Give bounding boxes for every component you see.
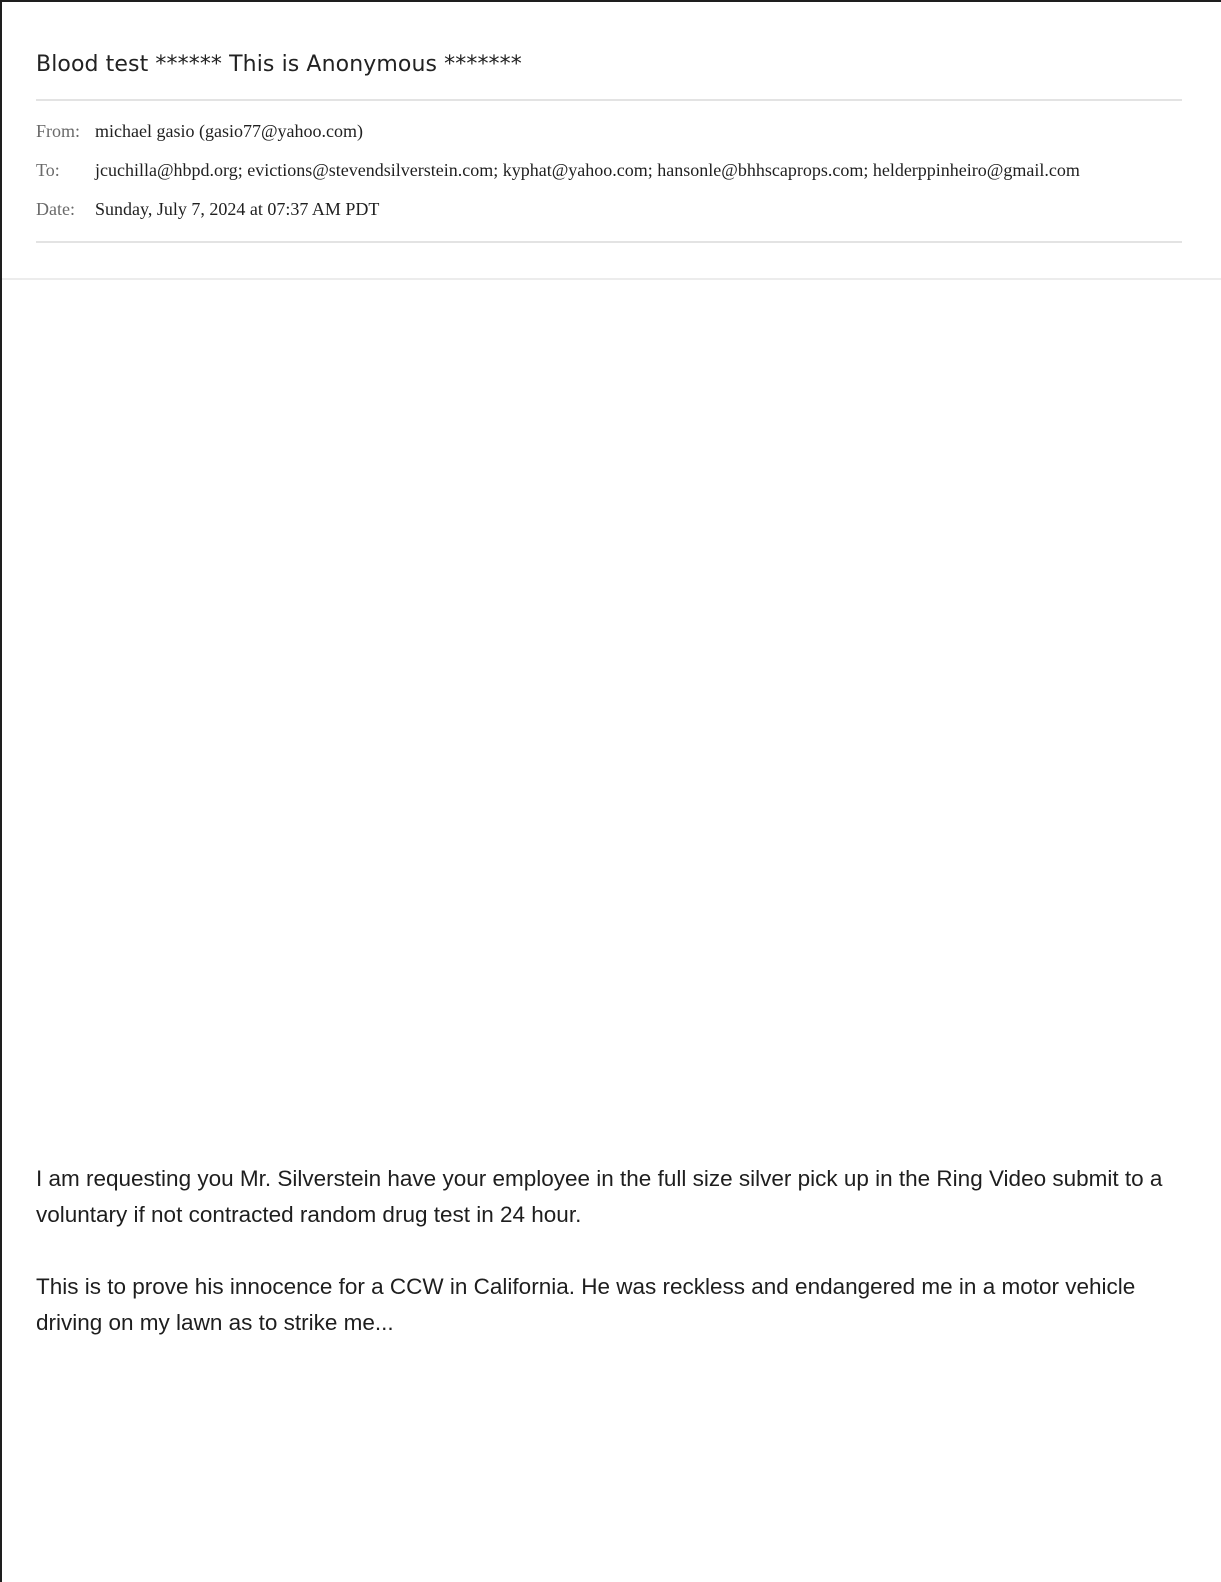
email-body: [36, 1161, 1186, 1377]
date-row: [36, 199, 379, 220]
to-value[interactable]: jcuchilla@hbpd.org; evictions@stevendsilverstein.com; kyphat@yahoo.com; hansonle@bhhscaprops.com; helderppinheiro@gmail.com: [95, 160, 1080, 180]
date-label: Date:: [36, 199, 75, 219]
header-divider-bottom: [36, 241, 1182, 243]
to-label: To:: [36, 160, 60, 180]
from-value[interactable]: michael gasio (gasio77@yahoo.com): [95, 121, 364, 141]
date-value: Sunday, July 7, 2024 at 07:37 AM PDT: [95, 199, 380, 219]
email-header: [2, 2, 1221, 280]
from-row: [36, 121, 363, 142]
body-paragraph: I am requesting you Mr. Silverstein have your employee in the full size silver pick up in the Ring Video submit to a voluntary if not contracted random drug test in 24 hour.: [36, 1166, 1163, 1227]
email-subject: Blood test ****** This is Anonymous *******: [36, 52, 522, 77]
header-divider-top: [36, 99, 1182, 101]
from-label: From:: [36, 121, 81, 141]
body-paragraph: This is to prove his innocence for a CCW in California. He was reckless and endangered me in a motor vehicle driving on my lawn as to strike me...: [36, 1274, 1136, 1335]
to-row: [36, 160, 1080, 181]
